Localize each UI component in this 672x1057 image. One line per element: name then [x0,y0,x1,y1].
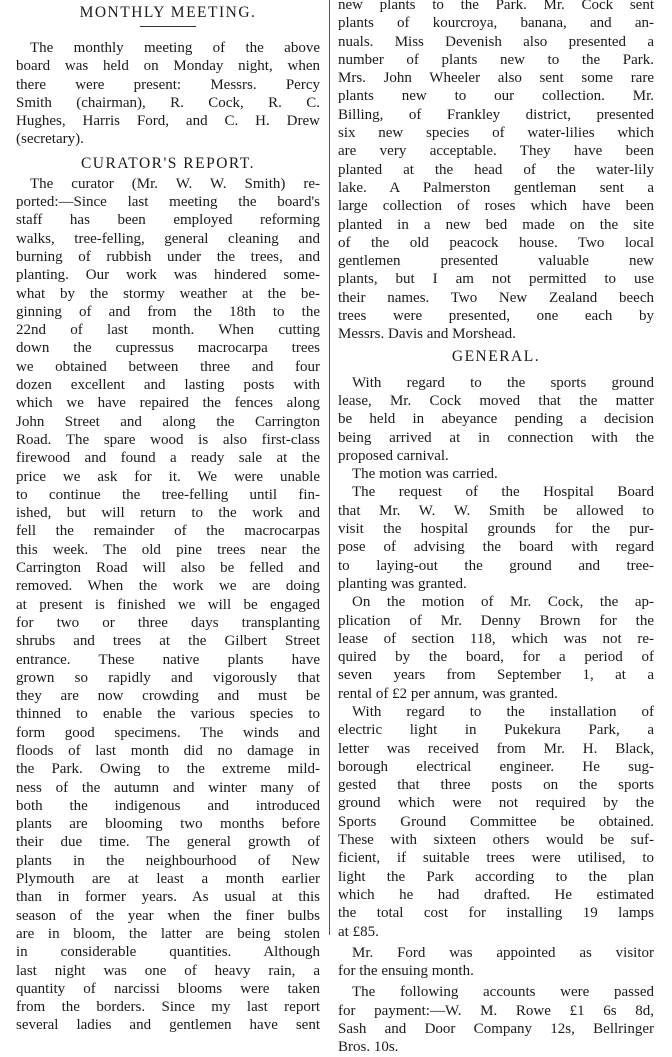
text-line: planted at the head of the water-lily [338,161,654,178]
text-line: they are now crowding and must be [16,688,320,705]
text-line: visit the hospital grounds for the pur- [338,521,654,538]
text-line: new plants to the Park. Mr. Cock sent [338,0,654,13]
text-line: be held in abeyance pending a decision [338,411,654,428]
text-line: plication of Mr. Denny Brown for the [338,612,654,629]
text-line: down the cupressus macrocarpa trees [16,340,320,357]
text-line: lake. A Palmerston gentleman sent a [338,179,654,196]
text-line: form good specimens. The winds and [16,724,320,741]
text-line: we obtained between three and four [16,358,320,375]
text-line: The monthly meeting of the above [30,40,320,56]
text-line: Messrs. Davis and Morshead. [338,326,516,343]
text-line: quired by the board, for a period of [338,649,654,666]
text-line: gentlemen presented valuable new [338,253,654,270]
text-line: several ladies and gentlemen have sent [16,1017,320,1034]
text-line: for the ensuing month. [338,963,474,980]
text-line: 22nd of last month. When cutting [16,322,320,339]
text-line: season of the year when the finer bulbs [16,907,320,924]
text-line: (secretary). [16,131,84,148]
text-line: These with sixteen others would be suf- [338,832,654,849]
text-line: walks, tree-felling, general cleaning and [16,230,320,247]
text-line: Bros. 10s. [338,1039,399,1056]
text-line: which he had drafted. He estimated [338,886,654,903]
text-line: With regard to the sports ground [352,374,654,391]
right-column [338,0,654,1056]
curators-report-continued [338,0,654,344]
text-line: price we ask for it. We were unable [16,468,320,485]
general-paragraph [338,944,654,981]
text-line: The motion was carried. [352,466,498,483]
text-line: six new species of water-lilies which [338,125,654,142]
text-line: large collection of roses which have been [338,198,654,215]
text-line: ported:—Since last meeting the board's [16,194,320,211]
text-line: ginning of and from the 18th to the [16,303,320,320]
text-line: lease, Mr. Cock moved that the matter [338,392,654,409]
text-line: grown so rapidly and vigorously that [16,669,320,686]
text-line: gested that three posts on the sports [338,777,654,794]
text-line: burning of rubbish under the trees, and [16,248,320,265]
text-line: the total cost for installing 19 lamps [338,905,654,922]
general-paragraph [338,374,654,465]
text-line: than in former years. As usual at this [16,889,320,906]
text-line: nuals. Miss Devenish also presented a [338,33,654,50]
text-line: in considerable quantities. Although [16,944,320,961]
text-line: to continue the tree-felling until fin- [16,486,320,503]
text-line: ground which were not required by the [338,795,654,812]
text-line: dozen excellent and lasting posts with [16,377,320,394]
text-line: for two or three days transplanting [16,614,320,631]
text-line: ficient, if suitable trees were utilised, to [338,850,654,867]
text-line: from the borders. Since my last report [16,999,320,1016]
text-line: Smith (chairman), R. Cock, R. C. [16,94,320,111]
text-line: removed. When the work we are doing [16,578,320,595]
text-line: letter was received from Mr. H. Black, [338,740,654,757]
text-line: Mrs. John Wheeler also sent some rare [338,70,654,87]
text-line: Sash and Door Company 12s, Bellringer [338,1021,654,1038]
text-line: number of plants new to the Park. [338,51,654,68]
text-line: pose of advising the board with regard [338,539,654,556]
text-line: Mr. Ford was appointed as visitor [352,944,654,961]
text-line: are very acceptable. They have been [338,143,654,160]
general-paragraph [338,593,654,703]
curators-report-paragraph [16,175,320,1035]
text-line: quantity of narcissi blooms were taken [16,980,320,997]
text-line: The curator (Mr. W. W. Smith) re- [30,175,320,192]
text-line: Carrington Road will also be felled and [16,560,320,577]
text-line: trees were presented, one each by [338,308,654,325]
text-line: Sports Ground Committee be obtained. [338,813,654,830]
heading-rule [140,26,196,27]
left-column [16,0,320,1034]
text-line: Road. The spare wood is also first-class [16,431,320,448]
text-line: seven years from September 1, at a [338,667,654,684]
text-line: planting was granted. [338,575,467,592]
text-line: Plymouth are at least a month earlier [16,871,320,888]
text-line: On the motion of Mr. Cock, the ap- [352,594,654,611]
text-line: are in bloom, the latter are being stolen [16,925,320,942]
text-line: planting. Our work was hindered some- [16,267,320,284]
text-line: borough electrical engineer. He sug- [338,758,654,775]
text-line: that Mr. W. W. Smith be allowed to [338,502,654,519]
text-line: With regard to the installation of [352,703,654,720]
text-line: entrance. These native plants have [16,651,320,668]
text-line: electric light in Pukekura Park, a [338,722,654,739]
column-divider [329,0,330,935]
curators-report-heading: CURATOR'S REPORT. [80,154,256,172]
text-line: their due time. The general growth of [16,834,320,851]
monthly-meeting-heading: MONTHLY MEETING. [79,4,257,21]
text-line: plants of kourcroya, banana, and an- [338,15,654,32]
text-line: light the Park according to the plan [338,868,654,885]
text-line: firewood and found a ready sale at the [16,450,320,467]
text-line: their names. Two New Zealand beech [338,289,654,306]
text-line: last night was one of heavy rain, a [16,962,320,979]
text-line: at £85. [338,923,379,940]
general-section [338,374,654,1057]
text-line: proposed carnival. [338,447,449,464]
general-paragraph [338,483,654,593]
text-line: rental of £2 per annum, was granted. [338,685,558,702]
text-line: plants new to our collection. Mr. [338,88,654,105]
text-line: being arrived at in connection with the [338,429,654,446]
text-line: Hughes, Harris Ford, and C. H. Drew [16,113,320,130]
text-line: planted in a new bed made on the site [338,216,654,233]
text-line: the Park. Owing to the extreme mild- [16,761,320,778]
text-line: fell the remainder of the macrocarpas [16,523,320,540]
text-line: The following accounts were passed [352,984,654,1001]
text-line: thinned to enable the various species to [16,706,320,723]
text-line: plants in the neighbourhood of New [16,852,320,869]
meeting-paragraph [16,39,320,149]
text-line: John Street and along the Carrington [16,413,320,430]
text-line: shrubs and trees at the Gilbert Street [16,633,320,650]
general-paragraph [338,465,654,483]
text-line: ished, but will return to the work and [16,505,320,522]
text-line: plants, but I am not permitted to use [338,271,654,288]
text-line: what by the stormy weather at the be- [16,285,320,302]
general-heading: GENERAL. [451,347,541,365]
general-paragraph [338,703,654,941]
text-line: for payment:—W. M. Rowe £1 6s 8d, [338,1002,654,1019]
text-line: lease of section 118, which was not re- [338,630,654,647]
text-line: which we have repaired the fences along [16,395,320,412]
text-line: floods of last month did no damage in [16,742,320,759]
text-line: plants are blooming two months before [16,816,320,833]
text-line: Billing, of Frankley district, presented [338,106,654,123]
text-line: ness of the autumn and winter many of [16,779,320,796]
text-line: both the indigenous and introduced [16,797,320,814]
text-line: at present is finished we will be engaged [16,596,320,613]
text-line: board was held on Monday night, when [16,58,320,75]
text-line: The request of the Hospital Board [352,484,654,501]
text-line: staff has been employed reforming [16,212,320,229]
text-line: there were present: Messrs. Percy [16,76,320,93]
text-line: this week. The old pine trees near the [16,541,320,558]
text-line: to laying-out the ground and tree- [338,557,654,574]
general-paragraph [338,983,654,1056]
text-line: of the old peacock house. Two local [338,234,654,251]
